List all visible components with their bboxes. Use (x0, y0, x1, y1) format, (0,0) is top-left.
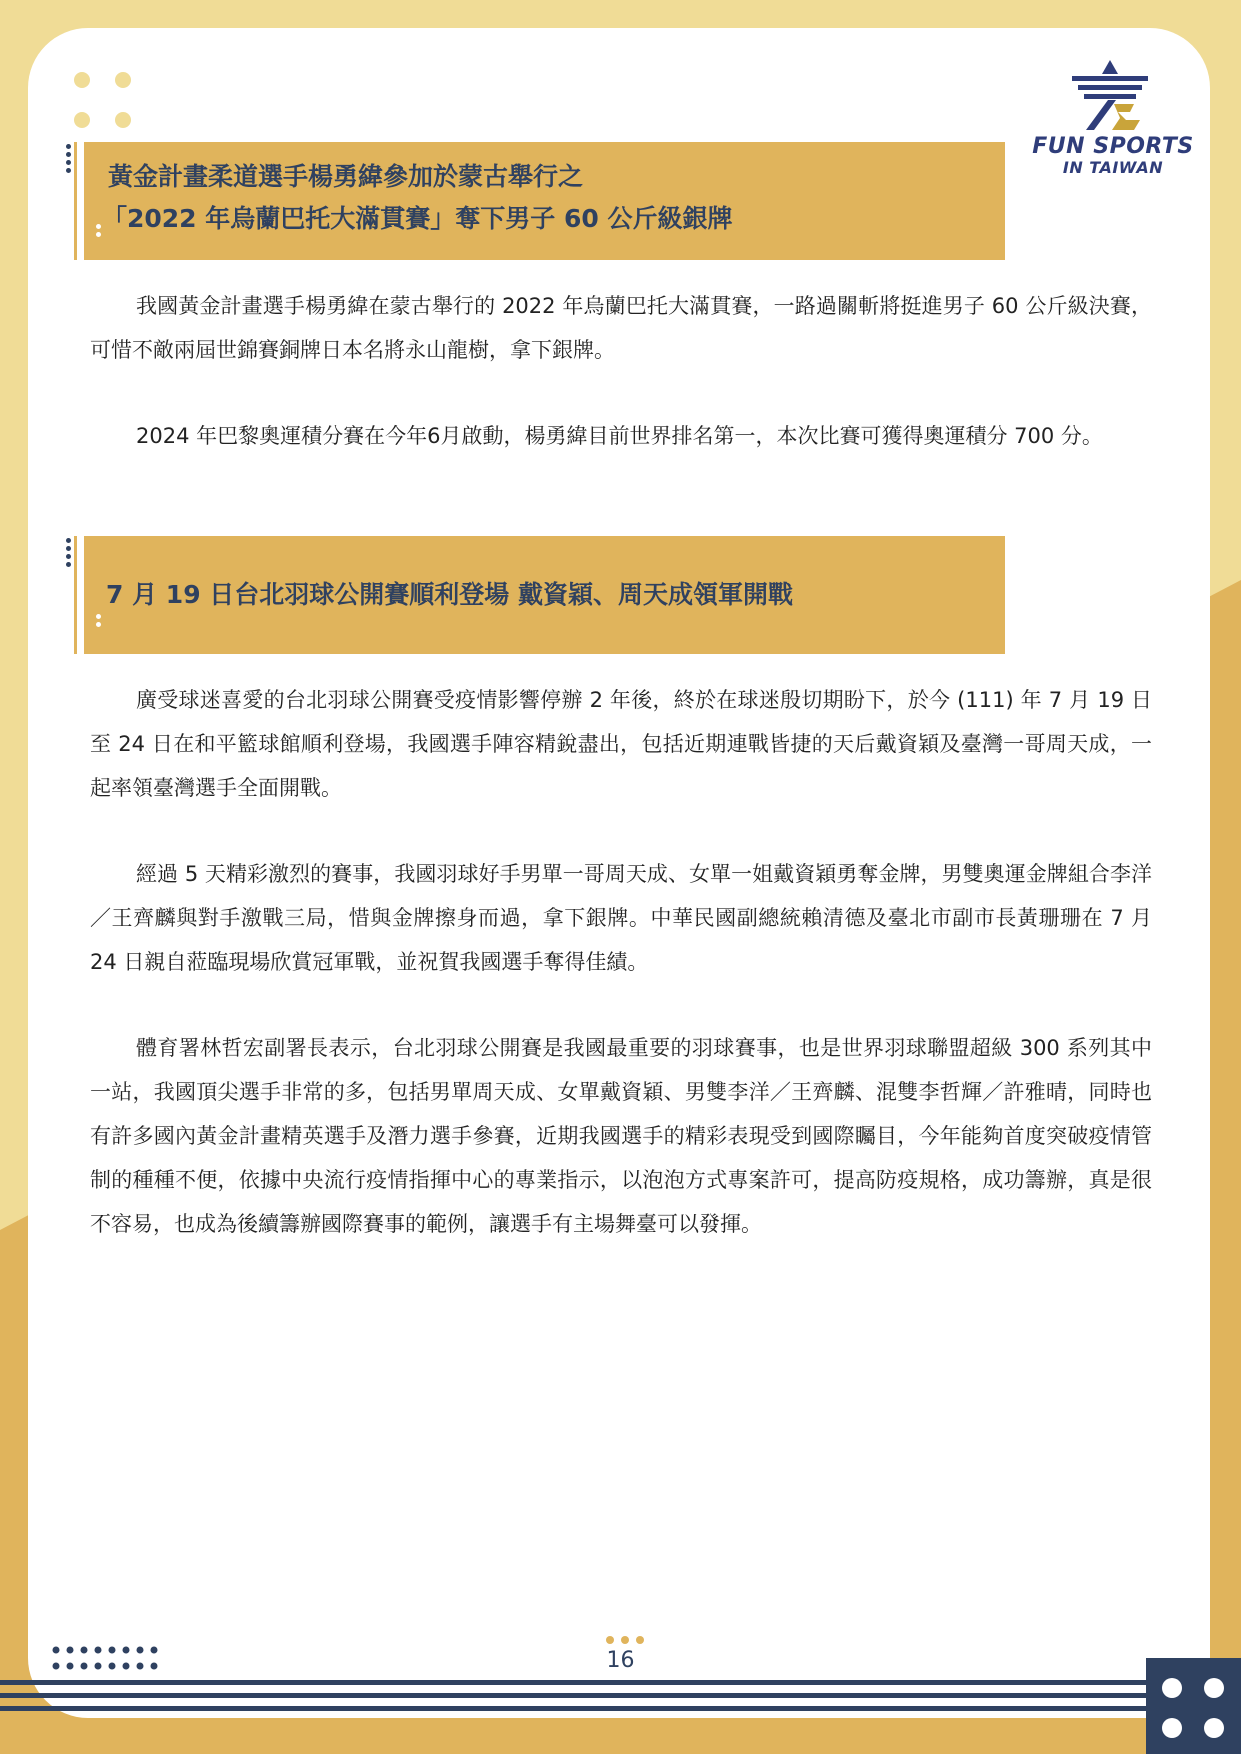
paragraph: 廣受球迷喜愛的台北羽球公開賽受疫情影響停辦 2 年後，終於在球迷殷切期盼下，於今 (111) 年 7 月 19 日至 24 日在和平籃球館順利登場，我國選手陣容精銳盡出，包括近期連戰皆捷的天后戴資穎及臺灣一哥周天成，一起率領臺灣選手全面開戰。 (90, 688, 1152, 800)
paragraph: 經過 5 天精彩激烈的賽事，我國羽球好手男單一哥周天成、女單一姐戴資穎勇奪金牌，男雙奧運金牌組合李洋／王齊麟與對手激戰三局，惜與金牌擦身而過，拿下銀牌。中華民國副總統賴清德及臺北市副市長黃珊珊在 7 月 24 日親自蒞臨現場欣賞冠軍戰，並祝賀我國選手奪得佳績。 (90, 862, 1152, 974)
header-dots-icon (66, 538, 71, 570)
section-title-judo-line2: 「2022 年烏蘭巴托大滿貫賽」奪下男子 60 公斤級銀牌 (102, 204, 733, 233)
footer-dots-box (1146, 1658, 1241, 1754)
header-dots-icon (66, 144, 71, 176)
logo-wordmark (1028, 136, 1198, 176)
paragraph: 2024 年巴黎奧運積分賽在今年6月啟動，楊勇緯目前世界排名第一，本次比賽可獲得奧運積分 700 分。 (136, 424, 1103, 448)
paragraph: 體育署林哲宏副署長表示，台北羽球公開賽是我國最重要的羽球賽事，也是世界羽球聯盟超級 300 系列其中一站，我國頂尖選手非常的多，包括男單周天成、女單戴資穎、男雙李洋／王齊麟、混雙李哲輝／許雅晴，同時也有許多國內黃金計畫精英選手及潛力選手參賽，近期我國選手的精彩表現受到國際矚目，今年能夠首度突破疫情管制的種種不便，依據中央流行疫情指揮中心的專業指示，以泡泡方式專案許可，提高防疫規格，成功籌辦，真是很不容易，也成為後續籌辦國際賽事的範例，讓選手有主場舞臺可以發揮。 (90, 1036, 1152, 1236)
header-inner-dots-icon (96, 614, 101, 630)
header-inner-dots-icon (96, 224, 101, 240)
logo-line2: IN TAIWAN (1062, 158, 1164, 177)
corner-dots-decoration (74, 72, 134, 132)
header-stripe (74, 142, 77, 260)
footer-lines (0, 1680, 1150, 1719)
header-stripe (74, 536, 77, 654)
section-title-judo-line1: 黃金計畫柔道選手楊勇緯參加於蒙古舉行之 (108, 162, 584, 191)
section-header-badminton (84, 536, 1005, 654)
page-number-dots-icon (604, 1634, 648, 1646)
logo-line1: FUN SPORTS (1032, 134, 1194, 159)
page-number: 16 (606, 1648, 635, 1673)
section-header-judo (84, 142, 1005, 260)
paragraph: 我國黃金計畫選手楊勇緯在蒙古舉行的 2022 年烏蘭巴托大滿貫賽，一路過關斬將挺進男子 60 公斤級決賽，可惜不敵兩屆世錦賽銅牌日本名將永山龍樹，拿下銀牌。 (90, 294, 1152, 362)
section-title-badminton: 7 月 19 日台北羽球公開賽順利登場 戴資穎、周天成領軍開戰 (106, 580, 794, 609)
